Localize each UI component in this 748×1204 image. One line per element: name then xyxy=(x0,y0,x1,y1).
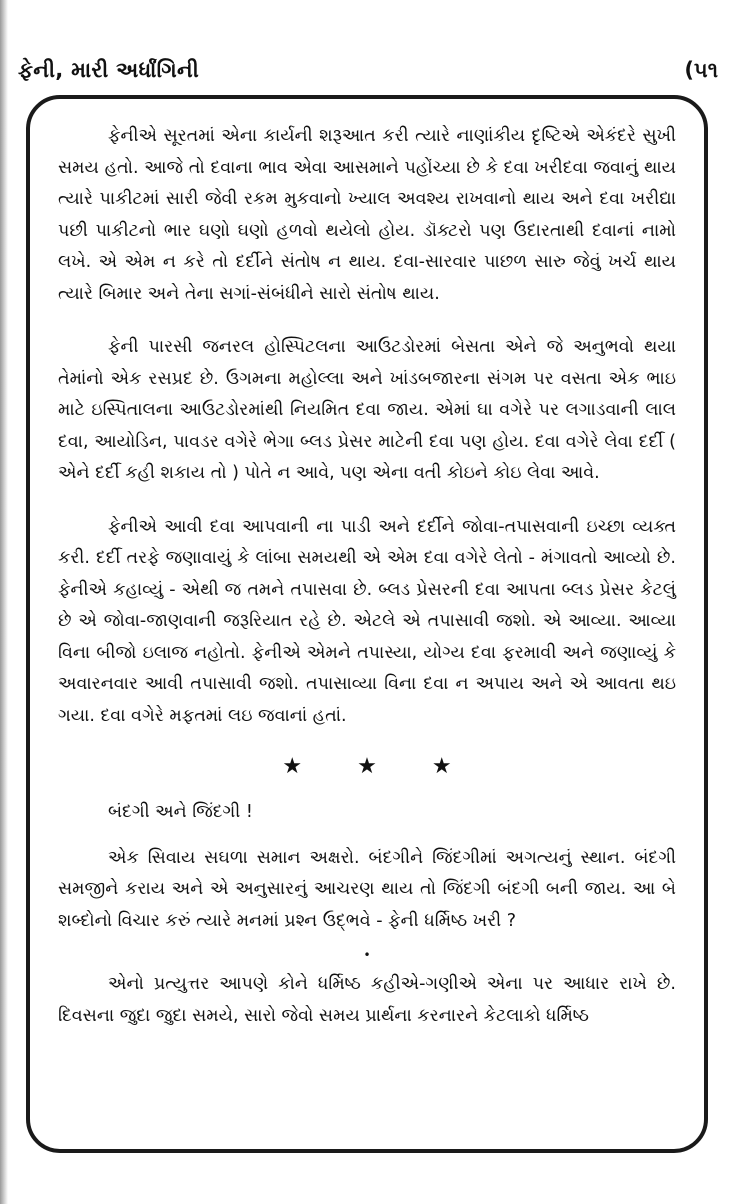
running-header xyxy=(18,52,718,92)
paragraph-3: ફેનીએ આવી દવા આપવાની ના પાડી અને દર્દીને જોવા-તપાસવાની ઇચ્છા વ્યક્ત કરી. દર્દી તરફે જણાવાયું કે લાંબા સમયથી એ એમ દવા વગેરે લેતો - મંગાવતો આવ્યો છે. ફેનીએ કહાવ્યું - એથી જ તમને તપાસવા છે. બ્લડ પ્રેસરની દવા આપતા બ્લડ પ્રેસર કેટલું છે એ જોવા-જાણવાની જરૂરિયાત રહે છે. એટલે એ તપાસાવી જશો. એ આવ્યા. આવ્યા વિના બીજો ઇલાજ નહોતો. ફેનીએ એમને તપાસ્યા, યોગ્ય દવા ફરમાવી અને જણાવ્યું કે અવારનવાર આવી તપાસાવી જશો. તપાસાવ્યા વિના દવા ન અપાય અને એ આવતા થઇ ગયા. દવા વગેરે મફતમાં લઇ જવાનાં હતાં. xyxy=(58,516,676,726)
paragraph-1: ફેનીએ સૂરતમાં એના કાર્યની શરૂઆત કરી ત્યારે નાણાંકીય દૃષ્ટિએ એકંદરે સુખી સમય હતો. આજે તો દવાના ભાવ એવા આસમાને પહોંચ્યા છે કે દવા ખરીદવા જવાનું થાય ત્યારે પાકીટમાં સારી જેવી રકમ મુકવાનો ખ્યાલ અવશ્ય રાખવાનો થાય અને દવા ખરીદ્યા પછી પાકીટનો ભાર ઘણો ઘણો હળવો થયેલો હોય. ડૉક્ટરો પણ ઉદારતાથી દવાનાં નામો લખે. એ એમ ન કરે તો દર્દીને સંતોષ ન થાય. દવા-સારવાર પાછળ સારુ જેવું ખર્ચ થાય ત્યારે બિમાર અને તેના સગાં-સંબંધીને સારો સંતોષ થાય. xyxy=(58,126,676,304)
paragraph-2: ફેની પારસી જનરલ હોસ્પિટલના આઉટડોરમાં બેસતા એને જે અનુભવો થયા તેમાંનો એક રસપ્રદ છે. ઉગમના મહોલ્લા અને ખાંડબજારના સંગમ પર વસતા એક ભાઇ માટે ઇસ્પિતાલના આઉટડોરમાંથી નિયમિત દવા જાય. એમાં ઘા વગેરે પર લગાડવાની લાલ દવા, આયોડિન, પાવડર વગેરે ભેગા બ્લડ પ્રેસર માટેની દવા પણ હોય. દવા વગેરે લેવા દર્દી ( એને દર્દી કહી શકાય તો ) પોતે ન આવે, પણ એના વતી કોઇને કોઇ લેવા આવે. xyxy=(58,337,676,483)
ink-mark: • xyxy=(363,948,371,962)
paragraph-5: એનો પ્રત્યુત્તર આપણે કોને ધર્મિષ્ઠ કહીએ-ગણીએ એના પર આધાર રાખે છે. દિવસના જુદા જુદા સમયે, સારો જેવો સમય પ્રાર્થના કરનારને કેટલાકો ધર્મિષ્ઠ xyxy=(58,974,676,1026)
section-heading: બંદગી અને જિંદગી ! xyxy=(108,802,253,822)
running-title: ફેની, મારી અર્ધાંગિની xyxy=(18,58,200,82)
page-number: (૫૧ xyxy=(684,58,718,82)
text-frame xyxy=(26,95,708,1153)
section-separator-stars: ★ ★ ★ xyxy=(282,754,476,779)
book-spine-shadow xyxy=(0,0,8,1204)
paragraph-4: એક સિવાય સઘળા સમાન અક્ષરો. બંદગીને જિંદગીમાં અગત્યનું સ્થાન. બંદગી સમજીને કરાય અને એ અનુસારનું આચરણ થાય તો જિંદગી બંદગી બની જાય. આ બે શબ્દોનો વિચાર કરું ત્યારે મનમાં પ્રશ્ન ઉદ્ભવે - ફેની ધર્મિષ્ઠ ખરી ? xyxy=(58,847,676,931)
